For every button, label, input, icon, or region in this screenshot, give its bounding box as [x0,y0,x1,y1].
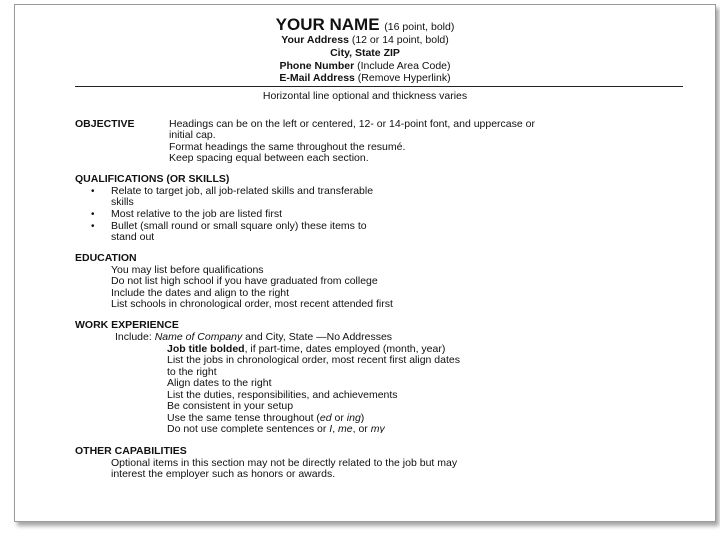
work-line: Align dates to the right [167,377,272,389]
name-note: (16 point, bold) [384,21,455,33]
tense-or: or [331,412,347,424]
qualification-line: Most relative to the job are listed first [111,208,282,220]
email-note: (Remove Hyperlink) [357,72,451,84]
other-heading: OTHER CAPABILITIES [75,445,187,457]
education-line: Do not list high school if you have graduated from college [111,275,378,287]
objective-line: Headings can be on the left or centered, 12- or 14-point font, and uppercase or [169,118,535,130]
other-line: interest the employer such as honors or awards. [111,468,336,480]
bullet: • [91,186,95,197]
address-note: (12 or 14 point, bold) [351,34,449,46]
tense-line [167,413,364,425]
bullet: • [91,221,95,232]
sentence-i: I [329,424,333,433]
education-heading: EDUCATION [75,252,137,264]
phone-label: Phone Number [279,60,355,72]
bullet: • [91,209,95,220]
work-line: Be consistent in your setup [167,400,294,412]
qualifications-heading: QUALIFICATIONS (OR SKILLS) [75,173,230,185]
sentence-or: , or [352,424,371,433]
address-line [15,34,715,46]
sentence-my: my [370,424,385,433]
tense-suffix: ) [360,412,365,424]
work-heading: WORK EXPERIENCE [75,319,179,331]
phone-note: (Include Area Code) [357,60,451,72]
tense-prefix: Use the same tense throughout ( [167,412,320,424]
work-line: List the duties, responsibilities, and achievements [167,389,398,401]
education-line: Include the dates and align to the right [111,287,290,299]
qualification-line: stand out [111,231,155,243]
education-line: List schools in chronological order, most recent attended first [111,298,393,310]
company-italic: Name of Company [154,331,243,343]
objective-line: initial cap. [169,129,216,141]
job-title-bold: Job title bolded [167,343,245,355]
include-prefix: Include: [115,331,155,343]
work-line: List the jobs in chronological order, most recent first align dates [167,354,460,366]
qualification-line: Relate to target job, all job-related skills and transferable [111,185,374,197]
work-include-line [115,332,392,344]
qualification-line: Bullet (small round or small square only) these items to [111,220,367,232]
job-title-rest: , if part-time, dates employed (month, year) [244,343,446,355]
tense-ing: ing [346,412,361,424]
phone-line [15,60,715,72]
sentence-prefix: Do not use complete sentences or [167,424,330,433]
objective-line: Format headings the same throughout the resumé. [169,141,406,153]
work-line: to the right [167,366,217,378]
sentence-comma: , [332,424,339,433]
email-label: E-Mail Address [279,72,355,84]
objective-line: Keep spacing equal between each section. [169,152,369,164]
resume-page [14,4,716,522]
sentence-line [167,424,385,433]
name: YOUR NAME [275,15,380,34]
name-line [15,15,715,35]
education-line: You may list before qualifications [111,264,264,276]
rule-note: Horizontal line optional and thickness varies [262,90,468,102]
sentence-me: me [338,424,353,433]
city-line: City, State ZIP [330,47,400,59]
objective-heading: OBJECTIVE [75,118,135,130]
qualification-line: skills [111,196,134,208]
horizontal-rule [75,86,683,87]
other-line: Optional items in this section may not be directly related to the job but may [111,457,458,469]
email-line [15,72,715,84]
include-suffix: and City, State —No Addresses [242,331,393,343]
address-label: Your Address [281,34,349,46]
tense-ed: ed [319,412,332,424]
